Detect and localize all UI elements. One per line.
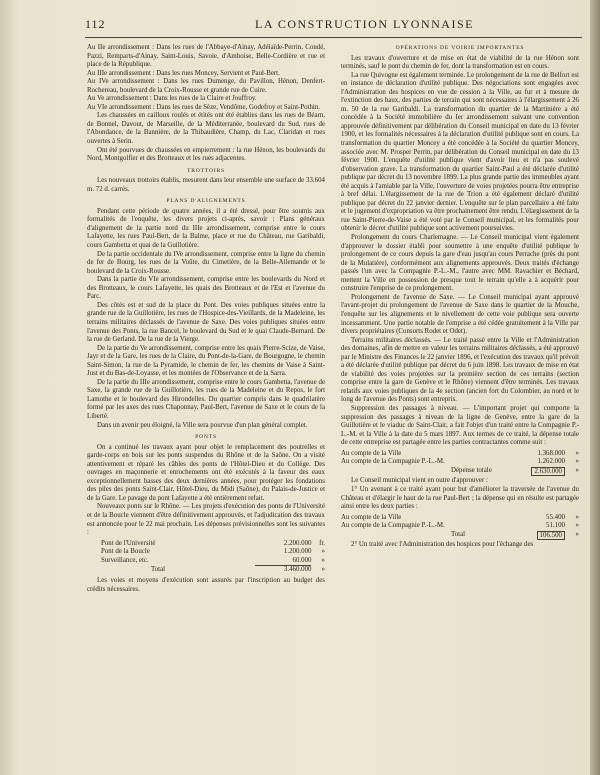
page-number: 112 xyxy=(85,17,106,31)
paragraph: Suppression des passages à niveau. — L'important projet qui comporte la suppression des passages à niveau de la ligne de Genève, entre la gare de la Guillotière et le viaduc de Saint-Clair, a fait l'objet d'un traité entre la Compagnie P.-L.-M. et la Ville à la date du 5 mars 1897. Aux termes de ce traité, la dépense totale de cette entreprise est partagée entre les parties contractantes comme suit : xyxy=(341,404,579,447)
paragraph: Des côtés est et sud de la place du Pont. Des voies publiques situées entre la grande rue de la Guillotière, les rues de l'Hospice-des-Vieillards, de la Madeleine, les terrains militaires déclassés de l'avenue de Saxe. Des voies publiques situées entre l'avenue des Ponts, la rue Bancel, le boulevard du Sud et le quai Claude-Bernard. De la rue de Gerland. De la rue de la Vierge. xyxy=(87,301,325,344)
cost-split-table-1 xyxy=(341,450,579,476)
right-column xyxy=(341,44,579,550)
paragraph: De la partie occidentale du IVe arrondissement, comprise entre la ligne du chemin de fer de Bourg, les rues de la Voûte, du Cimetière, de la Belle-Allemande et le boulevard de la Croix-Rousse. xyxy=(87,250,325,275)
total-value: 2.630.000 xyxy=(531,467,565,476)
paragraph: Prolongement de l'avenue de Saxe. — Le Conseil municipal ayant approuvé l'avant-projet du prolongement de l'avenue de Saxe dans le quartier de la Mouche, l'enquête sur les alignements et le nivellement de cette voie publique sera ouverte incessamment. Une partie notable de l'emprise a été cédée gratuitement à la Ville par divers propriétaires (Consorts Rodet et Odet). xyxy=(341,293,579,336)
cost-label: Pont de l'Université xyxy=(101,539,156,547)
table-row xyxy=(341,458,579,467)
paragraph: Les chaussées en cailloux roulés et étités ont été établies dans les rues de Béarn, de Bonnel, Davout, de Marseille, de la Méditerranée, boulevard du Sud, rues de l'Abondance, de la Bannière, de la Thibaudière, Champ, du Lac, Claridan et rues ouvertes à Serin. xyxy=(87,112,325,146)
table-row xyxy=(101,557,325,566)
paragraph: Les voies et moyens d'exécution sont assurés par l'inscription au budget des crédits nécessaires. xyxy=(87,577,325,593)
table-row xyxy=(341,514,579,523)
page-edge xyxy=(590,0,600,775)
paragraph: Au Ve arrondissement : Dans les rues de la Claire et Jouffroy. xyxy=(87,95,257,103)
paragraph: Pendant cette période de quatre années, il a été dressé, pour être soumis aux formalités de l'enquête, les divers projets ci-après, savoir : Plans généraux d'alignement de la partie nord du IIIe arrondissement, comprise entre le cours Lafayette, les rues Paul-Bert, de la Balme, place et rue du Château, rue Garibaldi, cours Gambetta et quai de la Guillotière. xyxy=(87,207,325,250)
cost-unit: fr. xyxy=(319,539,325,547)
section-heading-ponts: PONTS xyxy=(195,434,217,441)
split-unit: » xyxy=(575,449,579,457)
split-value: 55.400 xyxy=(546,513,565,521)
header-rule xyxy=(85,37,582,38)
total-unit: » xyxy=(575,466,579,474)
table-row xyxy=(101,548,325,557)
split-label: Au compte de la Compagnie P.-L.-M. xyxy=(341,522,445,530)
table-total-row xyxy=(341,467,579,476)
table-total-row xyxy=(101,566,325,575)
paragraph: Au IIe arrondissement : Dans les rues de l'Abbaye-d'Ainay, Adélaïde-Perrin, Condé, Pazzi, Remparts-d'Ainay, Saint-Louis, Savoie, d'Amboise, Belle-Cordière et rue et place de la République. xyxy=(87,44,325,69)
total-value: 106.500 xyxy=(537,531,565,540)
paragraph: Les nouveaux trottoirs établis, mesurent dans leur ensemble une surface de 33.604 m. 72 d. carrés. xyxy=(87,177,325,193)
paragraph: Nouveaux ponts sur le Rhône. — Les projets d'exécution des ponts de l'Université et de la Boucle viennent d'être définitivement approuvés, et l'adjudication des travaux est annoncée pour le 22 mai prochain. Les dépenses prévisionnelles sont les suivantes : xyxy=(87,503,325,537)
section-heading-plans: PLANS D'ALIGNEMENTS xyxy=(166,198,246,205)
split-unit: » xyxy=(575,513,579,521)
paragraph: Au IIIe arrondissement : Dans les rues Moncey, Servient et Paul-Bert. xyxy=(87,69,280,77)
table-row xyxy=(341,450,579,459)
paragraph: Le Conseil municipal vient en outre d'approuver : xyxy=(351,477,488,485)
paragraph: Au VIe arrondissement : Dans les rues de Sèze, Vendôme, Godefroy et Saint-Pothin. xyxy=(87,103,321,111)
left-column xyxy=(87,44,325,594)
cost-value: 2.200.000 xyxy=(283,539,312,547)
total-label: Total xyxy=(151,566,166,574)
paragraph: Ont été pourvues de chaussées en empierrement : la rue Hénon, les boulevards du Nord, Montgolfier et des Brotteaux et les rues adjacentes. xyxy=(87,146,325,163)
paragraph: Au IVe arrondissement : Dans les rues Dumenge, du Pavillon, Hénon, Denfert-Rochereau, boulevard de la Croix-Rousse et grande rue de Cuire. xyxy=(87,78,325,94)
paragraph: 1° Un avenant à ce traité ayant pour but d'améliorer la traversée de l'avenue du Château et d'élargir le haut de la rue Paul-Bert ; la dépense qui en résulte est partagée ainsi entre les deux parties : xyxy=(341,486,579,511)
table-row xyxy=(341,522,579,531)
section-heading-trottoirs: TROTTOIRS xyxy=(187,167,225,174)
paragraph: La rue Quivogne est également terminée. Le prolongement de la rue de Belfort est en instance de déclaration d'utilité publique. Des négociations sont engagées avec l'Administration des hospices en vue de cession à la Ville, au fur et à mesure de l'extinction des baux, des parties de terrain qui sont nécessaires à l'élargissement à 26 m. 50 de la rue Garibaldi. La transformation du quartier de la Martinière a été concédée à la Société immobilière du Ier arrondissement suivant une convention approuvée définitivement par délibération du Conseil municipal en date du 13 février 1900, et les formalités nécessaires à la déclaration d'utilité publique sont en cours. La transformation du quartier Moncey a été concédée à la Société du quartier Moncey, associée avec M. Prosper Perrin, par délibération du Conseil municipal en date du 13 février 1900. L'enquête d'utilité publique vient d'avoir lieu et n'a pas soulevé d'observation grave. La transformation du quartier Saint-Paul a été déclarée d'utilité publique par décret du 13 novembre 1899. La plus grande partie des immeubles ayant été acquis à l'amiable par la Ville, l'ouverture de voies projetées pourra être entreprise à bref délai. L'élargissement de la rue de Trion a été également déclaré d'utilité publique par décret du 22 janvier dernier. L'enquête sur le plan parcellaire a été faite et le jugement d'expropriation va être prochainement être rendu. L'élargissement de la rue Saint-Pierre-de-Vaise a été voté par le Conseil municipal, et les formalités pour obtenir le décret d'utilité publique sont activement poursuivies. xyxy=(341,71,579,233)
cost-label: Surveillance, etc. xyxy=(101,557,149,565)
paragraph: Terrains militaires déclassés. — Le traité passé entre la Ville et l'Administration des domaines, afin de mettre en valeur les terrains militaires déclassés, a été approuvé par le Ministre des Finances le 22 janvier 1896, et l'exécution des travaux qu'il prévoit a été déclarée d'utilité publique par décret du 6 juin 1898. Les travaux de mise en état de viabilité des voies projetées sur la première section de ces terrains (section comprise entre la gare de Genève et le Rhône) viennent d'être terminés. Les travaux relatifs aux voies publiques de la 4e section (ancien fort du Colombier, au nord et le long de l'avenue des Ponts) sont entrepris. xyxy=(341,336,579,404)
table-total-row xyxy=(341,531,579,540)
total-unit: » xyxy=(321,566,325,574)
total-label: Total xyxy=(451,530,466,538)
cost-split-table-2 xyxy=(341,514,579,540)
split-label: Au compte de la Compagnie P.-L.-M. xyxy=(341,458,445,466)
running-header xyxy=(85,17,585,33)
cost-value: 60.000 xyxy=(292,556,312,564)
split-unit: » xyxy=(575,458,579,466)
total-value: 3.460.000 xyxy=(255,566,311,575)
cost-label: Pont de la Boucle xyxy=(101,548,150,556)
paragraph: On a continué les travaux ayant pour objet le remplacement des poutrelles et garde-corps en bois sur les ponts suspendus du Rhône et de la Saône. On a visité attentivement et réparé les câbles des ponts de l'Hôtel-Dieu et du Collège. Des ouvrages en maçonnerie et enrochements ont été exécutés à la faveur des eaux exceptionnellement basses des deux dernières années, pour protéger les fondations des piles des ponts Saint-Clair, Hôtel-Dieu, du Midi (Saône), du Palais-de-Justice et de la Gare. Le pavage du pont Lafayette a été entièrement refait. xyxy=(87,443,325,502)
paragraph: De la partie du Ve arrondissement, comprise entre les quais Pierre-Scize, de Vaise, Jayr et de la Gare, les rues de la Claire, du Pont-de-la-Gare, de Bourgogne, le chemin Saint-Simon, la rue de la Pyramide, le chemin de fer, les chemins de Vaise à Saint-Just et du Bas-de-Loyasse, et les montées de l'Observance et de la Sarra. xyxy=(87,344,325,378)
paragraph: Les travaux d'ouverture et de mise en état de viabilité de la rue Hénon sont terminés, sauf le pont du chemin de fer, dont la transformation est en cours. xyxy=(341,54,579,71)
paragraph: Prolongement du cours Charlemagne. — Le Conseil municipal vient également d'approuver le dossier établi pour soumettre à une enquête d'utilité publique le prolongement de ce cours depuis la gare d'eau jusqu'au cours Perrache (près du pont de la Mulatière), conformément aux alignements approuvés. Deux traités d'échange passés l'un avec la Compagnie P.-L.-M., l'autre avec MM. Ravachier et Béchard, mettent la Ville en possession de presque tout le terrain qu'elle a à acquérir pour construire l'emprise de ce prolongement. xyxy=(341,234,579,293)
paragraph: 2° Un traité avec l'Administration des hospices pour l'échange des xyxy=(351,541,534,549)
split-value: 1.262.000 xyxy=(537,458,565,466)
paragraph: Dans la partie du VIe arrondissement, comprise entre les boulevards du Nord et des Brotteaux, le cours Lafayette, les quais des Brotteaux et de l'Est et l'avenue du Parc. xyxy=(87,276,325,301)
bridge-costs-table xyxy=(101,540,325,575)
journal-title: LA CONSTRUCTION LYONNAISE xyxy=(255,17,474,31)
split-unit: » xyxy=(575,522,579,530)
total-label: Dépense totale xyxy=(451,466,492,474)
split-value: 51.100 xyxy=(546,522,565,530)
paragraph: Dans un avenir peu éloigné, la Ville sera pourvue d'un plan général complet. xyxy=(97,421,308,429)
cost-unit: » xyxy=(321,557,325,565)
split-label: Au compte de la Ville xyxy=(341,513,402,521)
section-heading-operations: OPÉRATIONS DE VOIRIE IMPORTANTES xyxy=(395,45,525,51)
paragraph: De la partie du IIIe arrondissement, comprise entre le cours Gambetta, l'avenue de Saxe, la grande rue de la Guillotière, les rues de la Madeleine et du Repos, le fort Lamothe et le boulevard des Hirondelles. Du quartier compris dans le quadrilatère formé par les axes des rues Chaponnay, Paul-Bert, l'avenue de Saxe et le cours de la Liberté. xyxy=(87,378,325,420)
split-label: Au compte de la Ville xyxy=(341,449,402,457)
total-unit: » xyxy=(575,530,579,538)
cost-unit: » xyxy=(321,548,325,556)
cost-value: 1.200.000 xyxy=(283,548,312,556)
table-row xyxy=(101,540,325,549)
split-value: 1.368.000 xyxy=(537,449,565,457)
